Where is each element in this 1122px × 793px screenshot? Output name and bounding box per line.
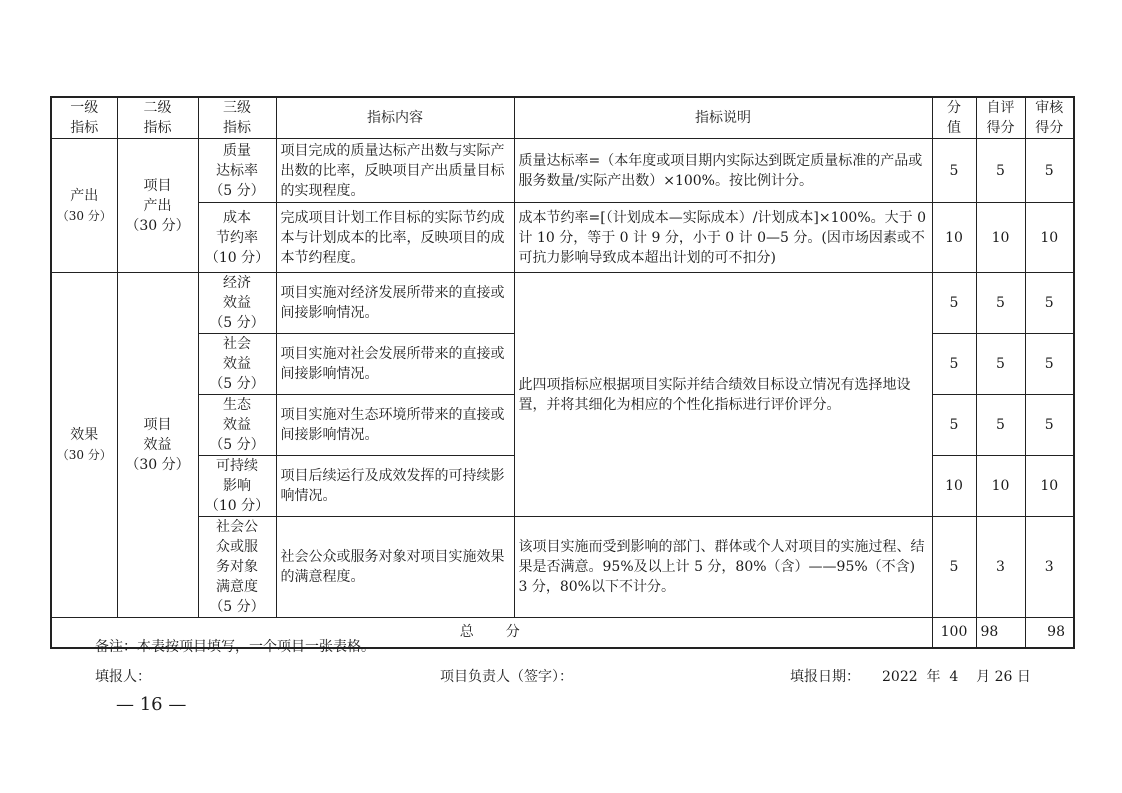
self-score-cost: 10 xyxy=(976,203,1025,273)
header-explanation: 指标说明 xyxy=(514,97,932,139)
indicator-satisfaction: 社会公 众或服 务对象 满意度 （5 分） xyxy=(198,517,276,618)
fill-date-label: 填报日期： xyxy=(790,669,860,685)
explanation-shared: 此四项指标应根据项目实际并结合绩效目标设立情况有选择地设置，并将其细化为相应的个性化指标进行评价评分。 xyxy=(514,273,932,517)
header-row xyxy=(51,97,1074,139)
self-score-economic: 5 xyxy=(976,273,1025,334)
header-level2: 二级 指标 xyxy=(117,97,198,139)
evaluation-table xyxy=(50,96,1075,649)
level1-effect xyxy=(51,273,117,618)
score-satisfaction: 5 xyxy=(932,517,976,618)
level1-output-points: （30 分） xyxy=(56,208,112,223)
audit-score-cost: 10 xyxy=(1025,203,1074,273)
leader-signature-label: 项目负责人（签字）： xyxy=(440,669,573,685)
self-score-sustainability: 10 xyxy=(976,456,1025,517)
level2-effect: 项目 效益 （30 分） xyxy=(117,273,198,618)
audit-score-ecological: 5 xyxy=(1025,395,1074,456)
audit-score-quality: 5 xyxy=(1025,139,1074,203)
content-quality: 项目完成的质量达标产出数与实际产出数的比率，反映项目产出质量目标的实现程度。 xyxy=(276,139,514,203)
total-self-score: 98 xyxy=(976,618,1025,648)
content-social: 项目实施对社会发展所带来的直接或间接影响情况。 xyxy=(276,334,514,395)
indicator-sustainability: 可持续 影响 （10 分） xyxy=(198,456,276,517)
audit-score-economic: 5 xyxy=(1025,273,1074,334)
content-satisfaction: 社会公众或服务对象对项目实施效果的满意程度。 xyxy=(276,517,514,618)
total-label-a: 总 xyxy=(459,624,478,641)
indicator-quality: 质量 达标率 （5 分） xyxy=(198,139,276,203)
page-number: — 16 — xyxy=(116,694,187,715)
score-sustainability: 10 xyxy=(932,456,976,517)
self-score-ecological: 5 xyxy=(976,395,1025,456)
explanation-cost: 成本节约率=[（计划成本—实际成本）/计划成本]×100%。大于 0 计 10 分，等于 0 计 9 分，小于 0 计 0—5 分。(因市场因素或不可抗力影响导致成本超出计划的可不扣分) xyxy=(514,203,932,273)
total-label-b: 分 xyxy=(505,624,524,641)
self-score-satisfaction: 3 xyxy=(976,517,1025,618)
header-self-score: 自评 得分 xyxy=(976,97,1025,139)
indicator-ecological: 生态 效益 （5 分） xyxy=(198,395,276,456)
header-level3: 三级 指标 xyxy=(198,97,276,139)
content-economic: 项目实施对经济发展所带来的直接或间接影响情况。 xyxy=(276,273,514,334)
table-row xyxy=(51,517,1074,618)
table-row xyxy=(51,273,1074,334)
score-quality: 5 xyxy=(932,139,976,203)
header-score: 分 值 xyxy=(932,97,976,139)
score-social: 5 xyxy=(932,334,976,395)
audit-score-sustainability: 10 xyxy=(1025,456,1074,517)
header-audit-score: 审核 得分 xyxy=(1025,97,1074,139)
indicator-cost: 成本 节约率 （10 分） xyxy=(198,203,276,273)
level2-output: 项目 产出 （30 分） xyxy=(117,139,198,273)
self-score-social: 5 xyxy=(976,334,1025,395)
total-score: 100 xyxy=(932,618,976,648)
self-score-quality: 5 xyxy=(976,139,1025,203)
footnote: 备注：本表按项目填写，一个项目一张表格。 xyxy=(95,639,375,655)
level1-effect-name: 效果 xyxy=(70,427,99,443)
header-content: 指标内容 xyxy=(276,97,514,139)
score-ecological: 5 xyxy=(932,395,976,456)
audit-score-satisfaction: 3 xyxy=(1025,517,1074,618)
score-economic: 5 xyxy=(932,273,976,334)
level1-effect-points: （30 分） xyxy=(56,448,112,462)
filler-label: 填报人： xyxy=(95,669,151,685)
content-cost: 完成项目计划工作目标的实际节约成本与计划成本的比率，反映项目的成本节约程度。 xyxy=(276,203,514,273)
header-level1: 一级 指标 xyxy=(51,97,117,139)
fill-date-value: 2022 年 4 月 26 日 xyxy=(882,669,1031,685)
table-row xyxy=(51,203,1074,273)
level1-output xyxy=(51,139,117,273)
table-row xyxy=(51,139,1074,203)
fill-date xyxy=(790,666,1031,686)
content-ecological: 项目实施对生态环境所带来的直接或间接影响情况。 xyxy=(276,395,514,456)
indicator-economic: 经济 效益 （5 分） xyxy=(198,273,276,334)
indicator-social: 社会 效益 （5 分） xyxy=(198,334,276,395)
level1-output-name: 产出 xyxy=(70,187,99,204)
explanation-satisfaction: 该项目实施而受到影响的部门、群体或个人对项目的实施过程、结果是否满意。95%及以上计 5 分，80%（含）——95%（不含) 3 分，80%以下不计分。 xyxy=(514,517,932,618)
explanation-quality: 质量达标率=（本年度或项目期内实际达到既定质量标准的产品或服务数量/实际产出数）×100%。按比例计分。 xyxy=(514,139,932,203)
score-cost: 10 xyxy=(932,203,976,273)
audit-score-social: 5 xyxy=(1025,334,1074,395)
total-audit-score: 98 xyxy=(1025,618,1074,648)
content-sustainability: 项目后续运行及成效发挥的可持续影响情况。 xyxy=(276,456,514,517)
